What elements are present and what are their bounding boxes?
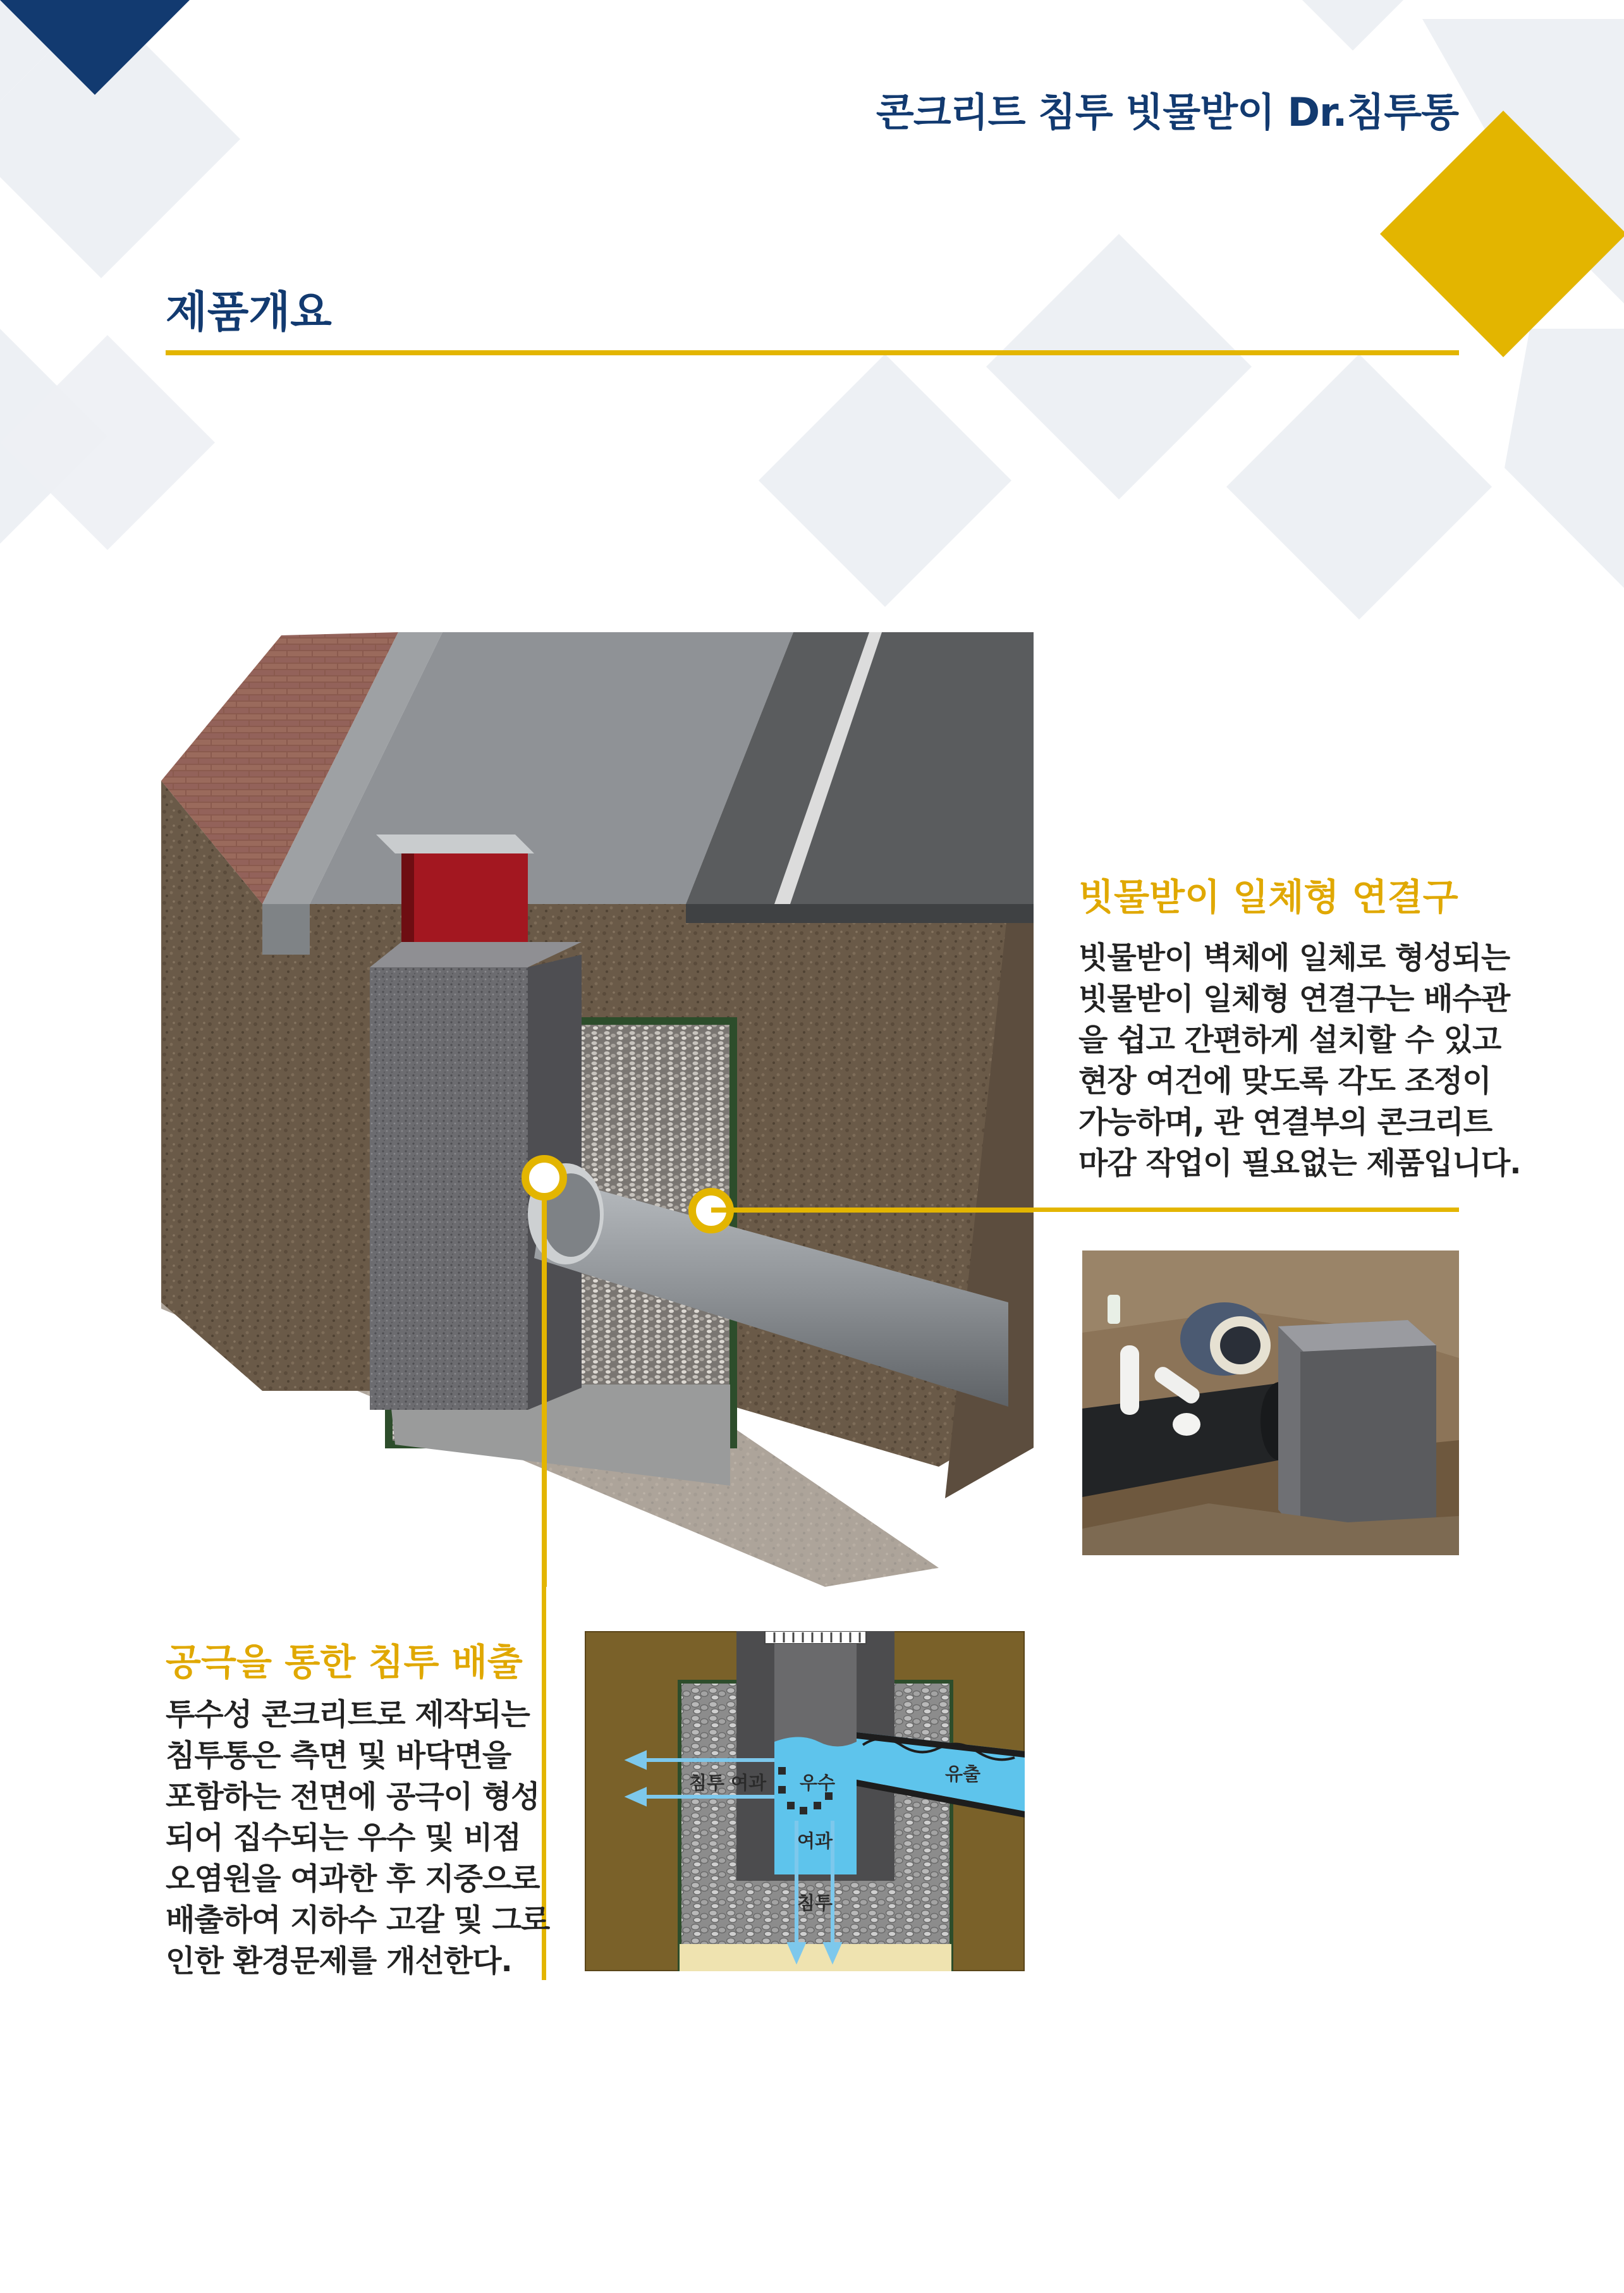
infiltration-line: 오염원을 여과한 후 지중으로: [166, 1861, 540, 1897]
connector-line: 가능하며, 관 연결부의 콘크리트: [1078, 1104, 1493, 1140]
connector-heading: 빗물받이 일체형 연결구: [1078, 876, 1458, 919]
diagram-label-infiltration: 침투: [797, 1892, 833, 1914]
connector-line: 마감 작업이 필요없는 제품입니다.: [1078, 1146, 1521, 1181]
connector-line: 현장 여건에 맞도록 각도 조정이: [1078, 1063, 1491, 1099]
infiltration-line: 포함하는 전면에 공극이 형성: [166, 1779, 540, 1814]
installation-photo: [1082, 1250, 1459, 1555]
connector-description: [1078, 938, 1521, 1184]
diagram-label-rainwater: 우수: [800, 1772, 836, 1794]
connector-line: 빗물받이 일체형 연결구는 배수관: [1078, 981, 1510, 1017]
cross-section-drawing: [585, 1631, 1025, 1971]
infiltration-line: 침투통은 측면 및 바닥면을: [166, 1738, 511, 1773]
connector-leader-line: [1034, 1208, 1459, 1212]
infiltration-description: [166, 1694, 549, 1982]
infiltration-line: 되어 집수되는 우수 및 비점: [166, 1820, 521, 1856]
section-title: 제품개요: [166, 288, 332, 338]
infiltration-heading: 공극을 통한 침투 배출: [166, 1641, 523, 1684]
header-title: 콘크리트 침투 빗물받이 Dr.침투통: [876, 89, 1458, 135]
diagram-label-filtration: 여과: [797, 1830, 833, 1852]
section-divider: [166, 350, 1459, 355]
infiltration-line: 인한 환경문제를 개선한다.: [166, 1943, 512, 1979]
connector-line: 을 쉽고 간편하게 설치할 수 있고: [1078, 1022, 1501, 1058]
catch-basin-illustration: [161, 626, 1034, 1587]
diagram-label-outflow: 유출: [945, 1763, 981, 1785]
infiltration-line: 투수성 콘크리트로 제작되는: [166, 1697, 530, 1732]
cross-section-diagram: [585, 1631, 1025, 1971]
diagram-label-side-filter: 침투 여과: [689, 1772, 767, 1794]
connector-line: 빗물받이 벽체에 일체로 형성되는: [1078, 940, 1510, 975]
infiltration-line: 배출하여 지하수 고갈 및 그로: [166, 1902, 550, 1938]
